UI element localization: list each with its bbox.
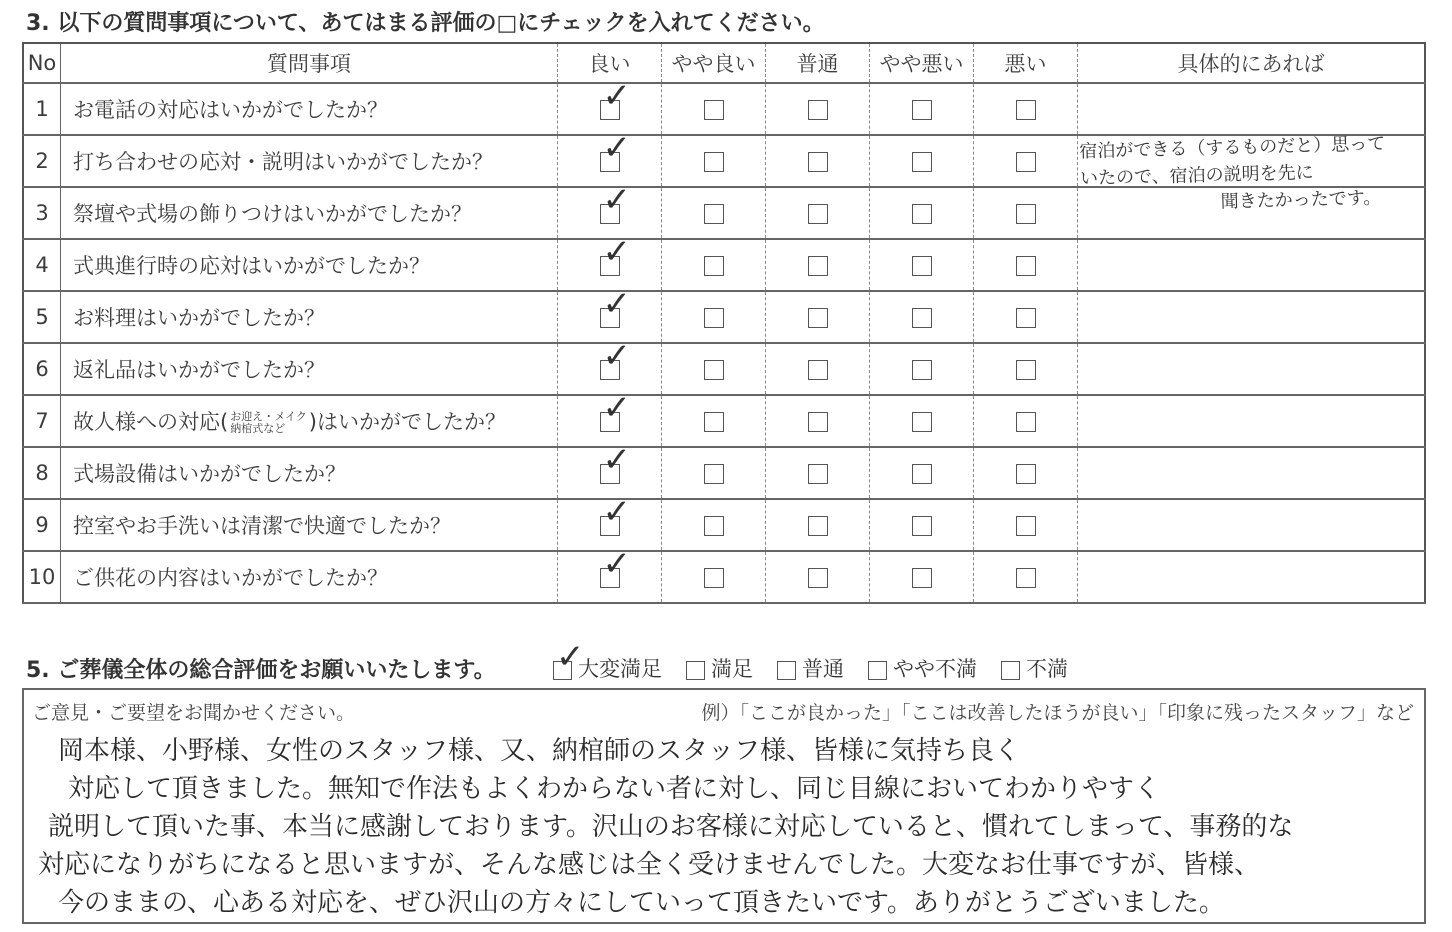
rating-checkbox-bad[interactable] bbox=[1016, 100, 1036, 120]
rating-cell-fairly-bad bbox=[870, 83, 974, 135]
rating-cell-bad bbox=[974, 343, 1078, 395]
handwritten-comment bbox=[38, 732, 1418, 922]
rating-checkbox-fairly-good[interactable] bbox=[704, 464, 724, 484]
rating-checkbox-fairly-good[interactable] bbox=[704, 152, 724, 172]
rating-checkbox-average[interactable] bbox=[808, 204, 828, 224]
row-number: 3 bbox=[23, 187, 61, 239]
row-number: 6 bbox=[23, 343, 61, 395]
overall-option[interactable] bbox=[686, 653, 753, 683]
check-mark-icon: ✓ bbox=[602, 336, 631, 376]
rating-cell-fairly-good bbox=[662, 291, 766, 343]
notes-cell[interactable] bbox=[1078, 291, 1426, 343]
rating-cell-average bbox=[766, 239, 870, 291]
question-text: 式典進行時の応対はいかがでしたか？ bbox=[61, 239, 558, 291]
rating-checkbox-good[interactable] bbox=[600, 284, 631, 328]
notes-cell[interactable] bbox=[1078, 395, 1426, 447]
rating-checkbox-fairly-good[interactable] bbox=[704, 308, 724, 328]
rating-cell-bad bbox=[974, 187, 1078, 239]
row-number: 10 bbox=[23, 551, 61, 603]
notes-cell[interactable] bbox=[1078, 551, 1426, 603]
rating-checkbox-fairly-good[interactable] bbox=[704, 100, 724, 120]
question-text-main: 故人様への対応 bbox=[73, 410, 220, 434]
check-mark-icon: ✓ bbox=[602, 232, 631, 272]
question-text: 返礼品はいかがでしたか？ bbox=[61, 343, 558, 395]
question-text: お電話の対応はいかがでしたか？ bbox=[61, 83, 558, 135]
check-mark-icon: ✓ bbox=[602, 76, 631, 116]
rating-cell-bad bbox=[974, 395, 1078, 447]
rating-checkbox-bad[interactable] bbox=[1016, 152, 1036, 172]
check-mark-icon: ✓ bbox=[602, 128, 631, 168]
rating-checkbox-bad[interactable] bbox=[1016, 412, 1036, 432]
rating-checkbox-fairly-bad[interactable] bbox=[912, 204, 932, 224]
rating-checkbox-fairly-bad[interactable] bbox=[912, 308, 932, 328]
rating-cell-fairly-bad bbox=[870, 499, 974, 551]
overall-option[interactable] bbox=[777, 653, 844, 683]
rating-checkbox-good[interactable] bbox=[600, 76, 631, 120]
rating-cell-bad bbox=[974, 239, 1078, 291]
rating-cell-average bbox=[766, 395, 870, 447]
rating-checkbox-good[interactable] bbox=[600, 440, 631, 484]
comment-line: 対応になりがちになると思いますが、そんな感じは全く受けませんでした。大変なお仕事ですが、皆様、 bbox=[38, 850, 1261, 880]
table-row bbox=[23, 395, 1425, 447]
notes-cell[interactable] bbox=[1078, 447, 1426, 499]
note-line: いたので、宿泊の説明を先に bbox=[1079, 162, 1314, 190]
check-mark-icon: ✓ bbox=[602, 440, 631, 480]
rating-checkbox-average[interactable] bbox=[808, 152, 828, 172]
header-good: 良い bbox=[558, 43, 662, 83]
overall-checkbox[interactable] bbox=[868, 661, 887, 680]
overall-checkbox[interactable] bbox=[553, 636, 585, 680]
table-row bbox=[23, 239, 1425, 291]
notes-cell[interactable] bbox=[1078, 83, 1426, 135]
row-number: 9 bbox=[23, 499, 61, 551]
note-line: 聞きたかったです。 bbox=[1220, 187, 1382, 213]
comment-line: 岡本様、小野様、女性のスタッフ様、又、納棺師のスタッフ様、皆様に気持ち良く bbox=[58, 736, 1021, 766]
check-mark-icon: ✓ bbox=[602, 180, 631, 220]
rating-checkbox-average[interactable] bbox=[808, 308, 828, 328]
header-notes: 具体的にあれば bbox=[1078, 43, 1426, 83]
rating-checkbox-average[interactable] bbox=[808, 568, 828, 588]
row-number: 4 bbox=[23, 239, 61, 291]
rating-checkbox-good[interactable] bbox=[600, 492, 631, 536]
overall-option-label: 大変満足 bbox=[578, 657, 662, 681]
overall-option[interactable] bbox=[868, 653, 977, 683]
section-3-title: 3. 以下の質問事項について、あてはまる評価の□にチェックを入れてください。 bbox=[26, 11, 825, 36]
notes-cell[interactable] bbox=[1078, 343, 1426, 395]
comment-line: 説明して頂いた事、本当に感謝しております。沢山のお客様に対応していると、慣れてしまって、事務的な bbox=[48, 812, 1294, 842]
rating-checkbox-bad[interactable] bbox=[1016, 308, 1036, 328]
row-number: 7 bbox=[23, 395, 61, 447]
rating-checkbox-fairly-bad[interactable] bbox=[912, 412, 932, 432]
rating-cell-fairly-bad bbox=[870, 395, 974, 447]
rating-checkbox-bad[interactable] bbox=[1016, 256, 1036, 276]
rating-checkbox-fairly-bad[interactable] bbox=[912, 152, 932, 172]
rating-cell-fairly-good bbox=[662, 343, 766, 395]
rating-cell-average bbox=[766, 135, 870, 187]
header-fairly-bad: やや悪い bbox=[870, 43, 974, 83]
rating-checkbox-bad[interactable] bbox=[1016, 568, 1036, 588]
rating-checkbox-fairly-good[interactable] bbox=[704, 412, 724, 432]
table-header-row bbox=[23, 43, 1425, 83]
notes-cell[interactable] bbox=[1078, 239, 1426, 291]
rating-checkbox-bad[interactable] bbox=[1016, 360, 1036, 380]
check-mark-icon: ✓ bbox=[602, 284, 631, 324]
comment-label: ご意見・ご要望をお聞かせください。 bbox=[32, 702, 356, 724]
rating-checkbox-fairly-bad[interactable] bbox=[912, 360, 932, 380]
rating-checkbox-good[interactable] bbox=[600, 128, 631, 172]
rating-cell-good bbox=[558, 544, 662, 603]
rating-cell-average bbox=[766, 551, 870, 603]
check-mark-icon: ✓ bbox=[602, 492, 631, 532]
rating-checkbox-bad[interactable] bbox=[1016, 516, 1036, 536]
check-mark-icon: ✓ bbox=[602, 388, 631, 428]
rating-cell-bad bbox=[974, 291, 1078, 343]
rating-checkbox-bad[interactable] bbox=[1016, 464, 1036, 484]
check-mark-icon: ✓ bbox=[556, 636, 585, 677]
rating-cell-bad bbox=[974, 551, 1078, 603]
table-row bbox=[23, 343, 1425, 395]
header-fairly-good: やや良い bbox=[662, 43, 766, 83]
rating-cell-average bbox=[766, 291, 870, 343]
rating-checkbox-fairly-good[interactable] bbox=[704, 568, 724, 588]
rating-cell-fairly-bad bbox=[870, 291, 974, 343]
rating-cell-fairly-bad bbox=[870, 447, 974, 499]
table-row bbox=[23, 83, 1425, 135]
overall-option[interactable] bbox=[1001, 653, 1068, 683]
rating-cell-fairly-bad bbox=[870, 343, 974, 395]
rating-cell-bad bbox=[974, 447, 1078, 499]
question-subnote bbox=[230, 411, 307, 435]
rating-cell-fairly-good bbox=[662, 83, 766, 135]
rating-cell-fairly-good bbox=[662, 395, 766, 447]
table-row bbox=[23, 447, 1425, 499]
check-mark-icon: ✓ bbox=[602, 544, 631, 584]
note-line: 宿泊ができる（するものだと）思って bbox=[1079, 133, 1386, 163]
rating-cell-fairly-bad bbox=[870, 551, 974, 603]
rating-cell-fairly-good bbox=[662, 447, 766, 499]
header-bad: 悪い bbox=[974, 43, 1078, 83]
row-number: 5 bbox=[23, 291, 61, 343]
table-row bbox=[23, 551, 1425, 603]
rating-cell-fairly-good bbox=[662, 239, 766, 291]
overall-checkbox[interactable] bbox=[777, 661, 796, 680]
table-row bbox=[23, 291, 1425, 343]
rating-checkbox-good[interactable] bbox=[600, 388, 631, 432]
overall-checkbox[interactable] bbox=[686, 661, 705, 680]
question-text: 打ち合わせの応対・説明はいかがでしたか？ bbox=[61, 135, 558, 187]
rating-checkbox-good[interactable] bbox=[600, 232, 631, 276]
question-text: 式場設備はいかがでしたか？ bbox=[61, 447, 558, 499]
rating-cell-fairly-bad bbox=[870, 239, 974, 291]
overall-option-label: やや不満 bbox=[893, 657, 977, 681]
question-table bbox=[22, 42, 1426, 604]
rating-checkbox-average[interactable] bbox=[808, 256, 828, 276]
comment-line: 対応して頂きました。無知で作法もよくわからない者に対し、同じ目線においてわかりやすく bbox=[68, 774, 1161, 804]
notes-cell[interactable] bbox=[1078, 499, 1426, 551]
rating-cell-fairly-good bbox=[662, 499, 766, 551]
question-text: お料理はいかがでしたか？ bbox=[61, 291, 558, 343]
rating-checkbox-average[interactable] bbox=[808, 516, 828, 536]
header-no: No bbox=[23, 43, 61, 83]
rating-cell-average bbox=[766, 187, 870, 239]
overall-option-label: 普通 bbox=[802, 657, 844, 681]
row-number: 1 bbox=[23, 83, 61, 135]
overall-rating-options bbox=[553, 636, 1092, 683]
comment-line: 今のままの、心ある対応を、ぜひ沢山の方々にしていって頂きたいです。ありがとうございました。 bbox=[58, 888, 1225, 918]
rating-cell-average bbox=[766, 83, 870, 135]
comment-example: 例）「ここが良かった」「ここは改善したほうが良い」「印象に残ったスタッフ」など bbox=[701, 702, 1414, 724]
comment-box bbox=[22, 688, 1426, 924]
question-text: ご供花の内容はいかがでしたか？ bbox=[61, 551, 558, 603]
rating-checkbox-good[interactable] bbox=[600, 336, 631, 380]
rating-cell-fairly-good bbox=[662, 135, 766, 187]
row-number: 2 bbox=[23, 135, 61, 187]
rating-checkbox-fairly-bad[interactable] bbox=[912, 516, 932, 536]
rating-checkbox-fairly-bad[interactable] bbox=[912, 256, 932, 276]
rating-cell-average bbox=[766, 343, 870, 395]
rating-cell-average bbox=[766, 447, 870, 499]
rating-checkbox-average[interactable] bbox=[808, 360, 828, 380]
subnote-line: 納棺式など bbox=[230, 422, 286, 435]
rating-checkbox-fairly-good[interactable] bbox=[704, 516, 724, 536]
rating-checkbox-good[interactable] bbox=[600, 544, 631, 588]
rating-checkbox-bad[interactable] bbox=[1016, 204, 1036, 224]
rating-checkbox-fairly-bad[interactable] bbox=[912, 100, 932, 120]
row-number: 8 bbox=[23, 447, 61, 499]
overall-option[interactable] bbox=[553, 636, 662, 683]
rating-cell-average bbox=[766, 499, 870, 551]
rating-checkbox-fairly-bad[interactable] bbox=[912, 464, 932, 484]
rating-checkbox-fairly-good[interactable] bbox=[704, 256, 724, 276]
rating-checkbox-fairly-bad[interactable] bbox=[912, 568, 932, 588]
header-average: 普通 bbox=[766, 43, 870, 83]
section-5-title: 5. ご葬儀全体の総合評価をお願いいたします。 bbox=[26, 658, 496, 683]
rating-checkbox-average[interactable] bbox=[808, 412, 828, 432]
rating-cell-bad bbox=[974, 83, 1078, 135]
question-text: 故人様への対応( お迎え・メイク 納棺式など )はいかがでしたか？ bbox=[61, 395, 558, 447]
overall-option-label: 不満 bbox=[1026, 657, 1068, 681]
rating-cell-fairly-bad bbox=[870, 135, 974, 187]
question-text: 控室やお手洗いは清潔で快適でしたか？ bbox=[61, 499, 558, 551]
rating-checkbox-fairly-good[interactable] bbox=[704, 360, 724, 380]
rating-cell-fairly-good bbox=[662, 187, 766, 239]
question-text: 祭壇や式場の飾りつけはいかがでしたか？ bbox=[61, 187, 558, 239]
rating-cell-bad bbox=[974, 135, 1078, 187]
subnote-line: お迎え・メイク bbox=[230, 410, 307, 423]
rating-checkbox-fairly-good[interactable] bbox=[704, 204, 724, 224]
overall-checkbox[interactable] bbox=[1001, 661, 1020, 680]
rating-cell-bad bbox=[974, 499, 1078, 551]
table-row bbox=[23, 499, 1425, 551]
overall-option-label: 満足 bbox=[711, 657, 753, 681]
rating-checkbox-good[interactable] bbox=[600, 180, 631, 224]
rating-cell-fairly-good bbox=[662, 551, 766, 603]
handwritten-note-row2 bbox=[1079, 130, 1411, 220]
rating-checkbox-average[interactable] bbox=[808, 100, 828, 120]
header-question: 質問事項 bbox=[61, 43, 558, 83]
rating-checkbox-average[interactable] bbox=[808, 464, 828, 484]
question-text-tail: はいかがでしたか？ bbox=[316, 410, 506, 434]
rating-cell-fairly-bad bbox=[870, 187, 974, 239]
